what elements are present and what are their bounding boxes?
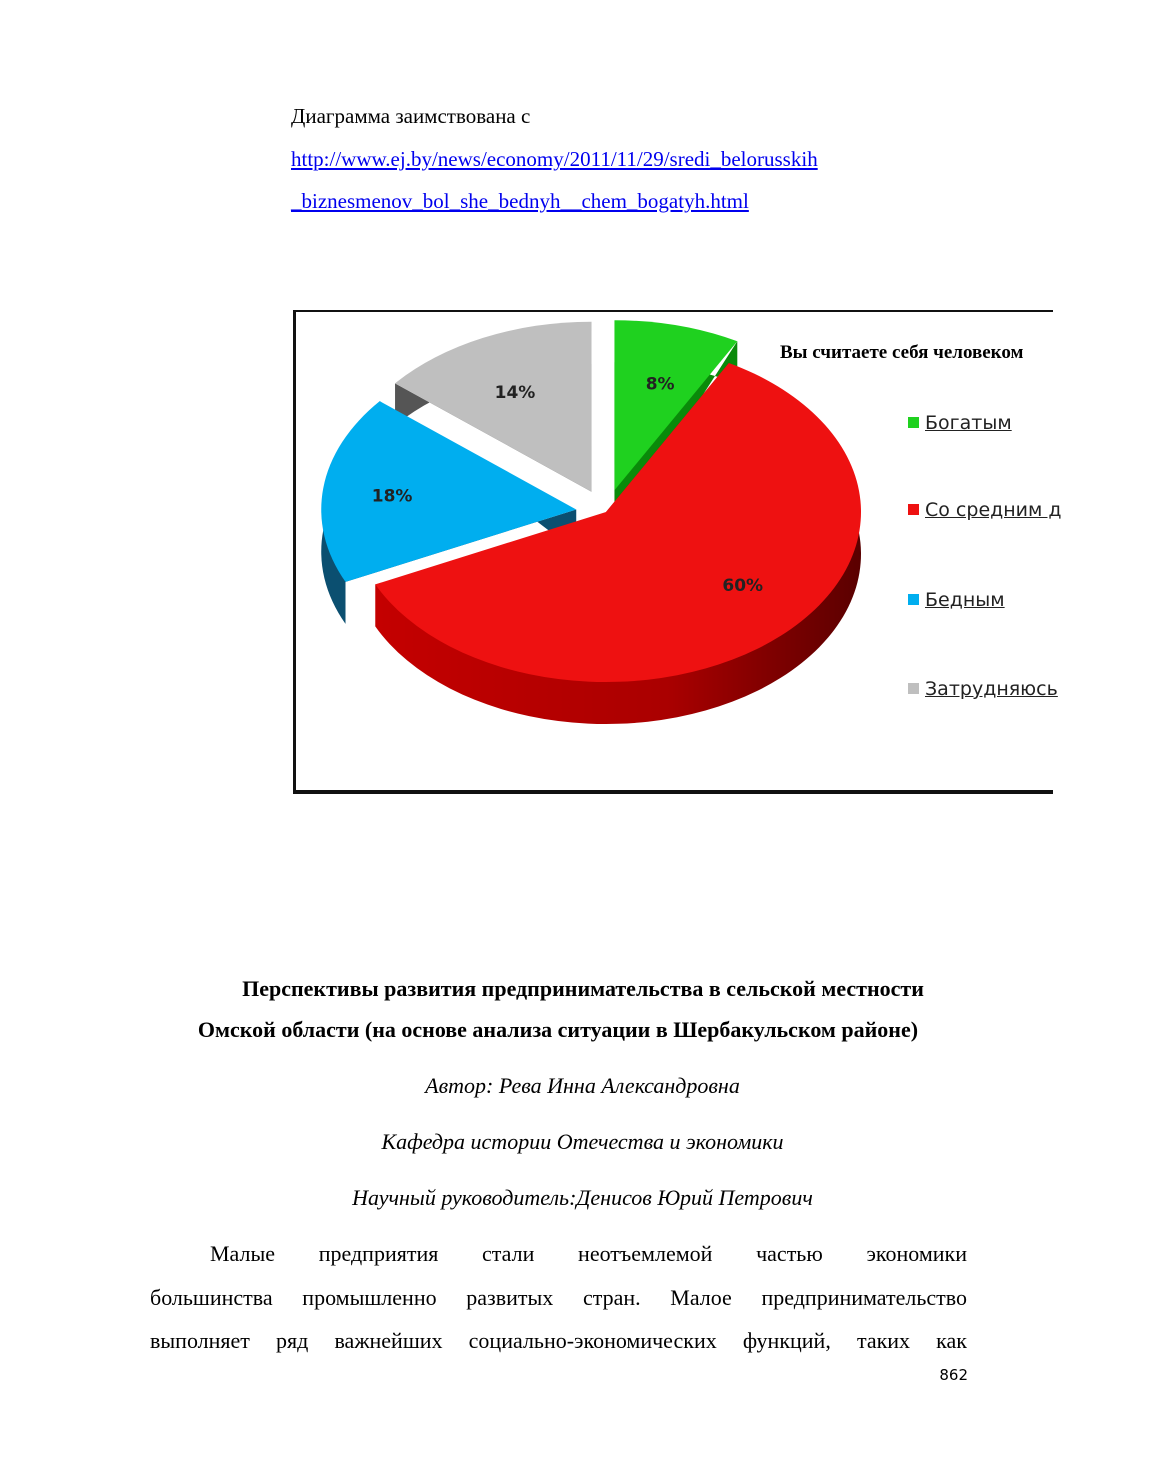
pie-data-label: 8% (645, 374, 675, 395)
paragraph-line: Малые предприятия стали неотъемлемой частью экономики (210, 1241, 967, 1266)
legend-swatch (908, 683, 919, 694)
pie-chart-image (293, 310, 1062, 794)
legend-label: Со средним д (925, 499, 1062, 521)
legend-item (908, 678, 1058, 700)
legend-label: Бедным (925, 589, 1005, 611)
legend-item (908, 499, 1062, 521)
legend-item (908, 412, 1012, 434)
chart-title: Вы считаете себя человеком (780, 342, 1024, 363)
source-intro: Диаграмма заимствована с (291, 104, 531, 128)
pie-data-label: 18% (371, 486, 413, 507)
pie-chart (296, 312, 1056, 792)
department-line: Кафедра истории Отечества и экономики (381, 1129, 784, 1154)
paragraph-line: большинства промышленно развитых стран. Малое предпринимательство (150, 1285, 967, 1310)
legend-swatch (908, 504, 919, 515)
article-title-line-2: Омской области (на основе анализа ситуации в Шербакульском районе) (197, 1017, 919, 1042)
author-line: Автор: Рева Инна Александровна (425, 1073, 740, 1098)
paragraph-line: выполняет ряд важнейших социально-экономических функций, таких как (150, 1328, 967, 1353)
page-number: 862 (939, 1366, 968, 1384)
pie-data-label: 14% (494, 383, 536, 404)
source-link-line-1[interactable]: http://www.ej.by/news/economy/2011/11/29/sredi_belorusskih (291, 147, 818, 171)
source-link-line-2[interactable]: _biznesmenov_bol_she_bednyh__chem_bogatyh.html (291, 189, 749, 213)
legend-item (908, 589, 1005, 611)
supervisor-line: Научный руководитель:Денисов Юрий Петрович (352, 1185, 813, 1210)
legend-swatch (908, 417, 919, 428)
legend-label: Богатым (925, 412, 1012, 434)
pie-data-label: 60% (722, 575, 764, 596)
article-title-line-1: Перспективы развития предпринимательства в сельской местности (242, 976, 924, 1001)
legend-swatch (908, 594, 919, 605)
legend-label: Затрудняюсь (925, 678, 1058, 700)
